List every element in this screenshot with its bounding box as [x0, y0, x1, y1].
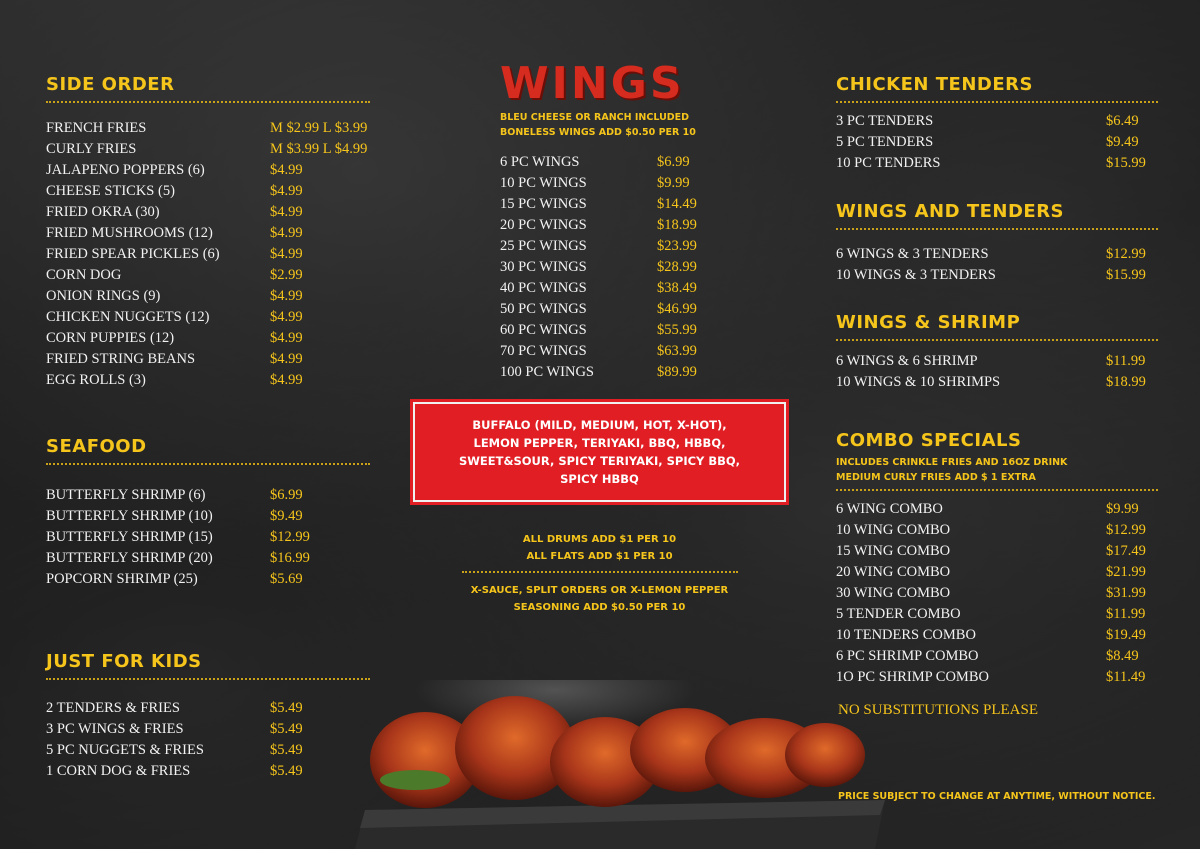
menu-item-name: 70 PC WINGS: [500, 343, 587, 359]
menu-item-name: 6 PC WINGS: [500, 154, 580, 170]
menu-item-name: 50 PC WINGS: [500, 301, 587, 317]
side-order-title: SIDE ORDER: [46, 74, 175, 95]
menu-item-price: $4.99: [270, 162, 303, 178]
menu-item-row: [46, 244, 370, 265]
menu-item-row: [46, 328, 370, 349]
menu-item-row: [500, 299, 800, 320]
menu-item-name: POPCORN SHRIMP (25): [46, 571, 198, 587]
menu-item-price: $5.49: [270, 721, 303, 737]
side-order-divider: [46, 101, 370, 103]
menu-item-name: 3 PC WINGS & FRIES: [46, 721, 184, 737]
wings-list: [500, 152, 800, 383]
menu-item-row: [836, 583, 1158, 604]
wings-note-boneless: BONELESS WINGS ADD $0.50 PER 10: [500, 127, 696, 138]
menu-item-row: [836, 625, 1158, 646]
wings-section: [500, 58, 800, 383]
menu-item-row: [500, 257, 800, 278]
menu-item-name: FRIED STRING BEANS: [46, 351, 196, 367]
menu-item-name: 10 WING COMBO: [836, 522, 951, 538]
side-order-section: [46, 74, 370, 391]
menu-item-row: [836, 562, 1158, 583]
menu-item-price: $19.49: [1106, 627, 1146, 643]
menu-item-row: [46, 506, 370, 527]
menu-item-row: [836, 646, 1158, 667]
menu-item-price: $8.49: [1106, 648, 1139, 664]
menu-item-price: $12.99: [270, 529, 310, 545]
menu-item-price: $9.49: [1106, 134, 1139, 150]
menu-item-price: $2.99: [270, 267, 303, 283]
menu-item-price: $6.99: [270, 487, 303, 503]
menu-item-name: BUTTERFLY SHRIMP (10): [46, 508, 213, 524]
flats-note: ALL FLATS ADD $1 PER 10: [526, 551, 673, 562]
tenders-divider: [836, 101, 1158, 103]
seafood-divider: [46, 463, 370, 465]
kids-list: [46, 698, 370, 782]
menu-item-name: 15 WING COMBO: [836, 543, 951, 559]
combo-note-curly: MEDIUM CURLY FRIES ADD $ 1 EXTRA: [836, 472, 1036, 483]
combo-list: [836, 499, 1158, 688]
menu-item-name: 30 PC WINGS: [500, 259, 587, 275]
menu-item-row: [500, 362, 800, 383]
menu-item-name: 5 PC TENDERS: [836, 134, 934, 150]
menu-item-row: [500, 320, 800, 341]
menu-item-row: [46, 485, 370, 506]
menu-item-price: $11.49: [1106, 669, 1146, 685]
menu-item-name: 6 WINGS & 3 TENDERS: [836, 246, 989, 262]
wings-tenders-section: [836, 201, 1158, 286]
menu-item-price: $4.99: [270, 351, 303, 367]
menu-item-name: 5 TENDER COMBO: [836, 606, 961, 622]
menu-item-price: $46.99: [657, 301, 697, 317]
menu-item-row: [836, 111, 1158, 132]
menu-item-row: [46, 181, 370, 202]
menu-item-row: [500, 194, 800, 215]
menu-item-row: [500, 215, 800, 236]
seafood-section: [46, 436, 370, 590]
menu-item-row: [836, 541, 1158, 562]
no-substitutions-note: NO SUBSTITUTIONS PLEASE: [838, 702, 1039, 718]
menu-item-name: 10 WINGS & 3 TENDERS: [836, 267, 996, 283]
menu-item-name: 1 CORN DOG & FRIES: [46, 763, 191, 779]
menu-item-price: $16.99: [270, 550, 310, 566]
xsauce-note-line2: SEASONING ADD $0.50 PER 10: [513, 602, 686, 613]
wings-shrimp-section: [836, 312, 1158, 393]
kids-divider: [46, 678, 370, 680]
menu-item-name: 6 PC SHRIMP COMBO: [836, 648, 979, 664]
menu-item-row: [46, 286, 370, 307]
menu-item-row: [46, 548, 370, 569]
menu-item-row: [836, 265, 1158, 286]
combo-divider: [836, 489, 1158, 491]
menu-item-row: [836, 132, 1158, 153]
menu-item-row: [46, 202, 370, 223]
menu-item-row: [46, 265, 370, 286]
menu-item-name: 1O PC SHRIMP COMBO: [836, 669, 989, 685]
kids-section: [46, 651, 370, 782]
menu-item-row: [500, 341, 800, 362]
menu-item-name: 40 PC WINGS: [500, 280, 587, 296]
menu-item-name: BUTTERFLY SHRIMP (6): [46, 487, 206, 503]
kids-title: JUST FOR KIDS: [46, 651, 202, 672]
menu-item-name: 15 PC WINGS: [500, 196, 587, 212]
menu-item-row: [46, 719, 370, 740]
tenders-list: [836, 111, 1158, 174]
menu-item-name: 60 PC WINGS: [500, 322, 587, 338]
menu-item-name: 20 PC WINGS: [500, 217, 587, 233]
drums-note: ALL DRUMS ADD $1 PER 10: [522, 534, 677, 545]
wings-tenders-title: WINGS AND TENDERS: [836, 201, 1065, 222]
seafood-title: SEAFOOD: [46, 436, 147, 457]
menu-item-price: $6.49: [1106, 113, 1139, 129]
menu-item-price: $4.99: [270, 183, 303, 199]
menu-item-name: 20 WING COMBO: [836, 564, 951, 580]
tenders-section: [836, 74, 1158, 174]
menu-item-row: [46, 370, 370, 391]
menu-item-row: [46, 139, 370, 160]
menu-item-row: [500, 173, 800, 194]
menu-item-name: CORN PUPPIES (12): [46, 330, 175, 346]
menu-item-row: [46, 740, 370, 761]
menu-item-row: [836, 667, 1158, 688]
menu-item-price: $9.99: [1106, 501, 1139, 517]
menu-item-row: [500, 236, 800, 257]
menu-item-row: [46, 698, 370, 719]
menu-item-name: BUTTERFLY SHRIMP (15): [46, 529, 213, 545]
wings-note-sauce: BLEU CHEESE OR RANCH INCLUDED: [500, 112, 690, 123]
menu-item-price: $4.99: [270, 246, 303, 262]
wings-tenders-list: [836, 244, 1158, 286]
menu-item-name: FRIED SPEAR PICKLES (6): [46, 246, 220, 262]
menu-item-row: [46, 160, 370, 181]
menu-item-name: 10 WINGS & 10 SHRIMPS: [836, 374, 1001, 390]
menu-item-name: EGG ROLLS (3): [46, 372, 146, 388]
menu-item-price: $6.99: [657, 154, 690, 170]
menu-item-name: ONION RINGS (9): [46, 288, 161, 304]
menu-item-row: [46, 118, 370, 139]
menu-item-price: $55.99: [657, 322, 697, 338]
menu-item-price: M $2.99 L $3.99: [270, 120, 368, 136]
menu-item-price: $31.99: [1106, 585, 1146, 601]
xsauce-note: [413, 582, 786, 616]
menu-item-row: [836, 153, 1158, 174]
menu-item-row: [46, 349, 370, 370]
menu-item-price: $21.99: [1106, 564, 1146, 580]
menu-item-row: [836, 351, 1158, 372]
menu-item-row: [46, 569, 370, 590]
menu-item-name: FRENCH FRIES: [46, 120, 147, 136]
menu-item-price: $15.99: [1106, 267, 1146, 283]
menu-item-row: [836, 244, 1158, 265]
menu-item-price: $38.49: [657, 280, 697, 296]
tenders-title: CHICKEN TENDERS: [836, 74, 1033, 95]
menu-item-name: 30 WING COMBO: [836, 585, 951, 601]
menu-item-price: $18.99: [1106, 374, 1146, 390]
menu-item-row: [836, 604, 1158, 625]
xsauce-note-line1: X-SAUCE, SPLIT ORDERS OR X-LEMON PEPPER: [470, 585, 729, 596]
menu-item-price: $23.99: [657, 238, 697, 254]
menu-item-name: 6 WING COMBO: [836, 501, 943, 517]
menu-item-price: $4.99: [270, 288, 303, 304]
menu-item-price: $4.99: [270, 372, 303, 388]
menu-item-price: $11.99: [1106, 353, 1146, 369]
menu-item-row: [836, 520, 1158, 541]
combo-title: COMBO SPECIALS: [836, 430, 1022, 451]
menu-item-price: $12.99: [1106, 246, 1146, 262]
menu-item-price: M $3.99 L $4.99: [270, 141, 368, 157]
menu-item-price: $9.99: [657, 175, 690, 191]
menu-item-row: [46, 223, 370, 244]
price-disclaimer: PRICE SUBJECT TO CHANGE AT ANYTIME, WITHOUT NOTICE.: [838, 791, 1156, 802]
menu-item-name: 5 PC NUGGETS & FRIES: [46, 742, 204, 758]
menu-item-price: $4.99: [270, 330, 303, 346]
menu-item-row: [836, 499, 1158, 520]
center-divider: [462, 571, 738, 573]
menu-item-price: $5.49: [270, 700, 303, 716]
wings-tenders-divider: [836, 228, 1158, 230]
menu-item-row: [836, 372, 1158, 393]
wings-shrimp-list: [836, 351, 1158, 393]
menu-item-name: FRIED OKRA (30): [46, 204, 160, 220]
menu-item-price: $4.99: [270, 225, 303, 241]
menu-item-price: $18.99: [657, 217, 697, 233]
menu-item-price: $15.99: [1106, 155, 1146, 171]
menu-item-price: $17.49: [1106, 543, 1146, 559]
menu-item-price: $5.49: [270, 763, 303, 779]
menu-item-name: FRIED MUSHROOMS (12): [46, 225, 213, 241]
combo-note-includes: INCLUDES CRINKLE FRIES AND 16OZ DRINK: [836, 457, 1068, 468]
menu-item-row: [500, 278, 800, 299]
menu-item-row: [46, 527, 370, 548]
menu-item-price: $4.99: [270, 309, 303, 325]
drums-flats-note: [413, 531, 786, 565]
menu-item-name: 3 PC TENDERS: [836, 113, 934, 129]
menu-item-price: $63.99: [657, 343, 697, 359]
combo-section: [836, 430, 1158, 688]
menu-item-name: CHEESE STICKS (5): [46, 183, 175, 199]
menu-item-price: $14.49: [657, 196, 697, 212]
seafood-list: [46, 485, 370, 590]
menu-item-price: $28.99: [657, 259, 697, 275]
menu-item-price: $11.99: [1106, 606, 1146, 622]
menu-item-name: 25 PC WINGS: [500, 238, 587, 254]
menu-item-row: [500, 152, 800, 173]
menu-item-price: $4.99: [270, 204, 303, 220]
sauce-flavors-text: BUFFALO (MILD, MEDIUM, HOT, X-HOT), LEMON PEPPER, TERIYAKI, BBQ, HBBQ, SWEET&SOUR, SPICY TERIYAKI, SPICY BBQ, SPICY HBBQ: [458, 418, 741, 486]
menu-item-price: $89.99: [657, 364, 697, 380]
side-order-list: [46, 118, 370, 391]
menu-item-price: $5.49: [270, 742, 303, 758]
wings-title: WINGS: [500, 58, 685, 109]
menu-item-name: 10 TENDERS COMBO: [836, 627, 976, 643]
menu-item-name: BUTTERFLY SHRIMP (20): [46, 550, 213, 566]
wings-shrimp-divider: [836, 339, 1158, 341]
menu-item-price: $5.69: [270, 571, 303, 587]
menu-item-name: CORN DOG: [46, 267, 122, 283]
menu-item-name: CURLY FRIES: [46, 141, 137, 157]
menu-item-name: 10 PC WINGS: [500, 175, 587, 191]
menu-item-row: [46, 761, 370, 782]
menu-item-name: JALAPENO POPPERS (6): [46, 162, 205, 178]
menu-item-name: 10 PC TENDERS: [836, 155, 941, 171]
menu-item-name: 2 TENDERS & FRIES: [46, 700, 180, 716]
menu-item-name: CHICKEN NUGGETS (12): [46, 309, 210, 325]
sauce-flavors-box: [413, 402, 786, 502]
wings-shrimp-title: WINGS & SHRIMP: [836, 312, 1021, 333]
menu-item-row: [46, 307, 370, 328]
menu-item-name: 6 WINGS & 6 SHRIMP: [836, 353, 978, 369]
menu-item-name: 100 PC WINGS: [500, 364, 594, 380]
chicken-wings-plate-image: [355, 680, 885, 849]
menu-item-price: $12.99: [1106, 522, 1146, 538]
menu-item-price: $9.49: [270, 508, 303, 524]
